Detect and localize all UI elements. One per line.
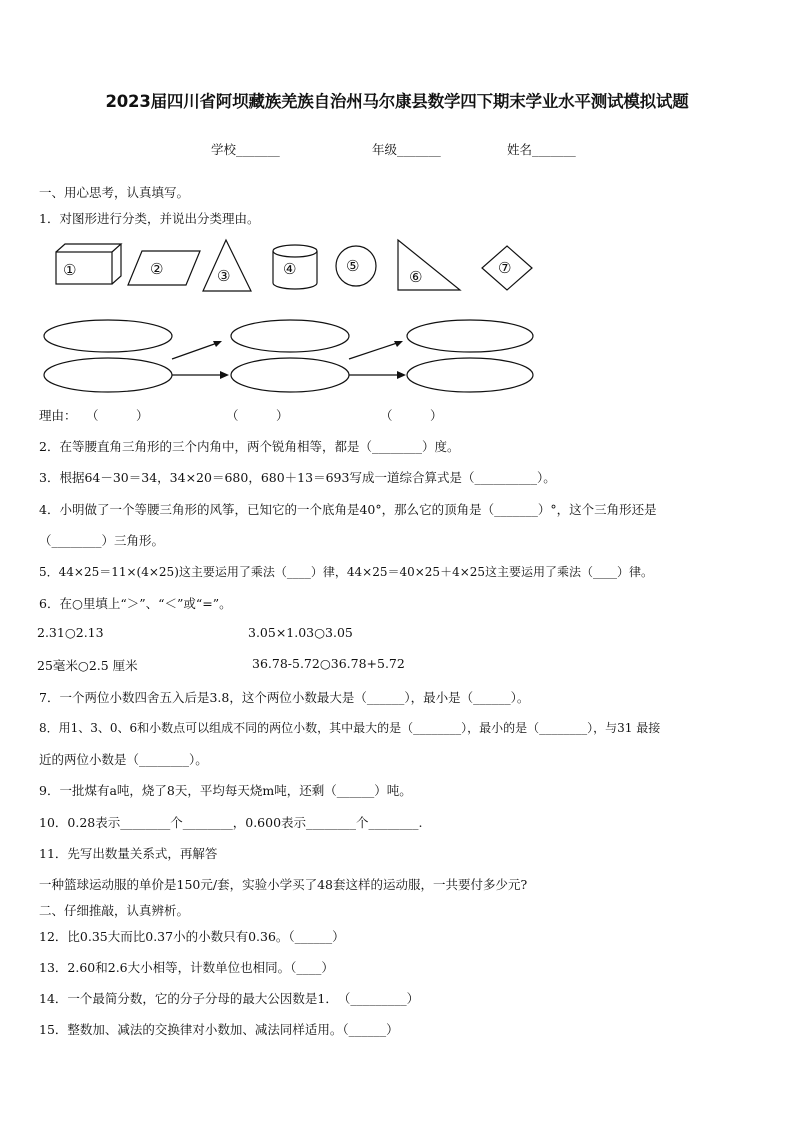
- question-10: 10．0.28表示________个________，0.600表示________个________.: [39, 815, 423, 830]
- grade-field[interactable]: 年级_______: [372, 142, 441, 157]
- shape-label-2: ②: [150, 260, 164, 278]
- question-7: 7．一个两位小数四舍五入后是3.8，这个两位小数最大是（______），最小是（______）。: [39, 690, 530, 705]
- question-1: 1．对图形进行分类，并说出分类理由。: [39, 211, 260, 226]
- compare-item-d: 36.78-5.72○36.78+5.72: [252, 656, 405, 671]
- question-2: 2．在等腰直角三角形的三个内角中，两个锐角相等，都是（________）度。: [39, 439, 460, 454]
- reason-blank-1[interactable]: （ ）: [86, 408, 149, 423]
- group-ellipse-3[interactable]: [231, 320, 349, 352]
- arrow-up-2: [349, 342, 400, 359]
- cuboid-icon: [56, 244, 121, 284]
- cylinder-icon: [273, 245, 317, 289]
- arrow-up-1: [172, 342, 220, 359]
- shape-label-6: ⑥: [409, 268, 423, 286]
- question-9: 9．一批煤有a吨，烧了8天，平均每天烧m吨，还剩（______）吨。: [39, 783, 412, 798]
- compare-item-b: 3.05×1.03○3.05: [248, 625, 353, 640]
- question-4: 4．小明做了一个等腰三角形的风筝，已知它的一个底角是40°，那么它的顶角是（_______）°，这个三角形还是: [39, 502, 657, 517]
- question-5: 5．44×25＝11×(4×25)这主要运用了乘法（____）律，44×25＝40×25＋4×25这主要运用了乘法（____）律。: [39, 565, 654, 579]
- reason-label: 理由：: [39, 408, 77, 423]
- page-title: 2023届四川省阿坝藏族羌族自治州马尔康县数学四下期末学业水平测试模拟试题: [105, 92, 689, 111]
- question-4-cont: （________）三角形。: [39, 533, 165, 548]
- question-11: 11．先写出数量关系式，再解答: [39, 846, 218, 861]
- question-6: 6．在○里填上“＞”、“＜”或“=”。: [39, 596, 232, 611]
- shape-label-1: ①: [63, 261, 77, 279]
- shape-label-7: ⑦: [498, 259, 512, 277]
- right-triangle-icon: [398, 240, 460, 290]
- square-icon: [482, 246, 532, 290]
- group-ellipse-4[interactable]: [231, 358, 349, 392]
- compare-item-c: 25毫米○2.5 厘米: [37, 658, 138, 673]
- question-14: 14．一个最简分数，它的分子分母的最大公因数是1． （_________）: [39, 991, 420, 1006]
- question-13: 13．2.60和2.6大小相等，计数单位也相同。（____）: [39, 960, 334, 975]
- school-field[interactable]: 学校_______: [211, 142, 280, 157]
- name-field[interactable]: 姓名_______: [507, 142, 576, 157]
- compare-item-a: 2.31○2.13: [37, 625, 104, 640]
- parallelogram-icon: [128, 251, 200, 285]
- shapes-figure: [0, 235, 794, 400]
- shape-label-3: ③: [217, 267, 231, 285]
- section-heading-2: 二、仔细推敲，认真辨析。: [39, 903, 190, 918]
- group-ellipse-6[interactable]: [407, 358, 533, 392]
- shape-label-4: ④: [283, 260, 297, 278]
- shape-label-5: ⑤: [346, 257, 360, 275]
- question-15: 15．整数加、减法的交换律对小数加、减法同样适用。（______）: [39, 1022, 399, 1037]
- section-heading-1: 一、用心思考，认真填写。: [39, 185, 190, 200]
- question-3: 3．根据64－30＝34，34×20＝680，680＋13＝693写成一道综合算式是（__________）。: [39, 470, 556, 485]
- question-8: 8．用1、3、0、6和小数点可以组成不同的两位小数，其中最大的是（________），最小的是（________），与31 最接: [39, 721, 661, 735]
- reason-blank-3[interactable]: （ ）: [380, 408, 443, 423]
- question-8-cont: 近的两位小数是（________）。: [39, 752, 208, 767]
- question-11-text: 一种篮球运动服的单价是150元/套，实验小学买了48套这样的运动服，一共要付多少元?: [39, 877, 528, 892]
- group-ellipse-2[interactable]: [44, 358, 172, 392]
- triangle-icon: [203, 240, 251, 291]
- group-ellipse-5[interactable]: [407, 320, 533, 352]
- question-12: 12．比0.35大而比0.37小的小数只有0.36。（______）: [39, 929, 345, 944]
- group-ellipse-1[interactable]: [44, 320, 172, 352]
- circle-icon: [336, 246, 376, 286]
- reason-blank-2[interactable]: （ ）: [226, 408, 289, 423]
